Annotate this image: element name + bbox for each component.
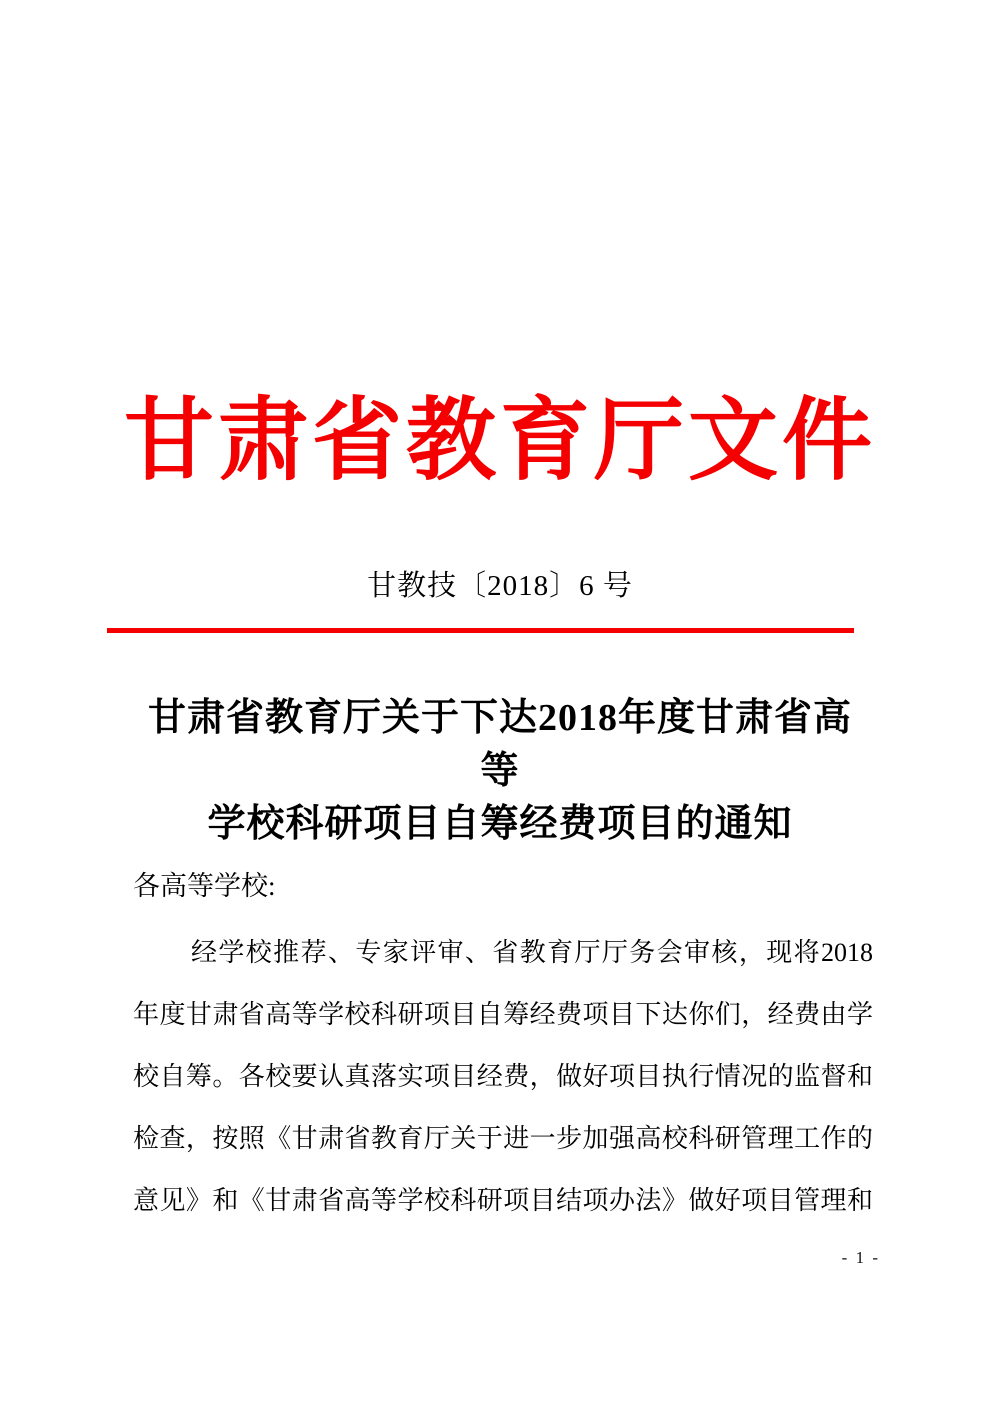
document-number: 甘教技〔2018〕6 号 (367, 570, 633, 602)
body-paragraph (133, 922, 873, 1232)
salutation: 各高等学校: (133, 871, 276, 901)
letterhead-title: 甘肃省教育厅文件 (124, 392, 876, 491)
red-divider-line (107, 628, 854, 633)
body-line: 年度甘肃省高等学校科研项目自筹经费项目下达你们，经费由学 (133, 1000, 873, 1029)
notice-title (130, 692, 870, 851)
body-line: 意见》和《甘肃省高等学校科研项目结项办法》做好项目管理和 (133, 1186, 873, 1215)
body-line: 检查，按照《甘肃省教育厅关于进一步加强高校科研管理工作的 (133, 1124, 873, 1153)
notice-title-line-1: 甘肃省教育厅关于下达2018年度甘肃省高等 (147, 697, 852, 792)
body-line: 经学校推荐、专家评审、省教育厅厅务会审核，现将2018 (191, 938, 873, 967)
body-line: 校自筹。各校要认真落实项目经费，做好项目执行情况的监督和 (133, 1062, 873, 1091)
page-number: - 1 - (841, 1248, 880, 1267)
notice-title-line-2: 学校科研项目自筹经费项目的通知 (207, 803, 793, 845)
